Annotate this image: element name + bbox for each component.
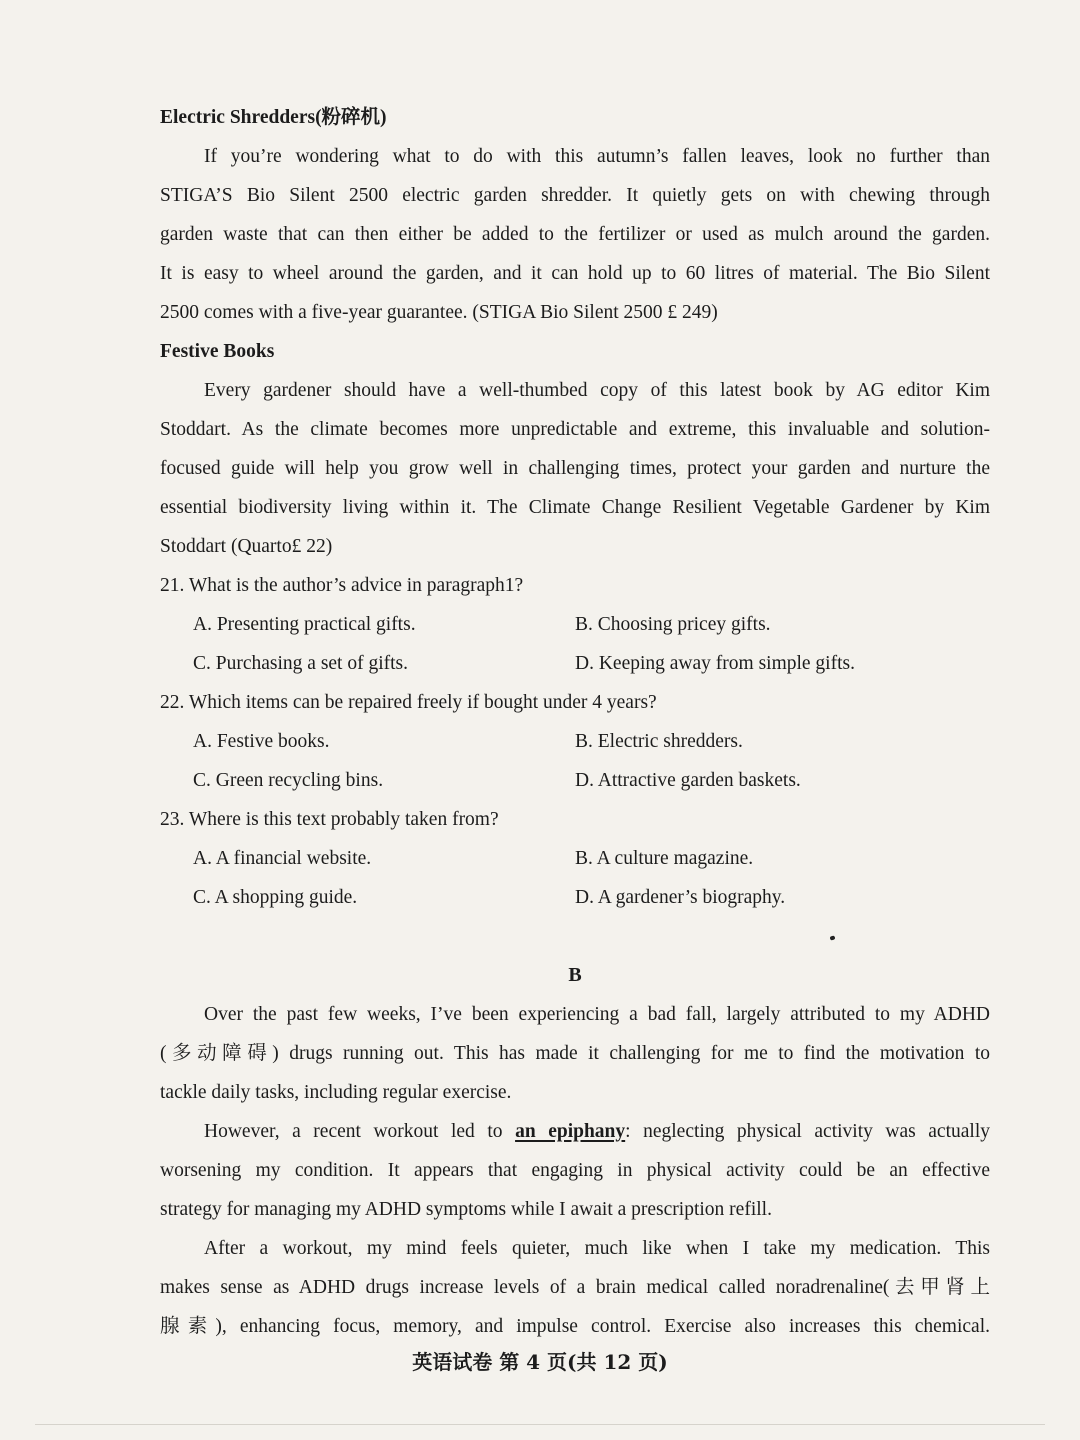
text-run: However, a recent workout led to bbox=[204, 1121, 516, 1142]
option-a: A. Presenting practical gifts. bbox=[193, 614, 416, 635]
option-row bbox=[160, 644, 990, 683]
text-line: STIGA’S Bio Silent 2500 electric garden shredder. It quietly gets on with chewing through bbox=[160, 185, 990, 206]
option-a: A. A financial website. bbox=[193, 848, 372, 869]
text-line: strategy for managing my ADHD symptoms while I await a prescription refill. bbox=[160, 1199, 772, 1220]
text-line: essential biodiversity living within it. The Climate Change Resilient Vegetable Gardener by Kim bbox=[160, 497, 990, 518]
question-stem: 23. Where is this text probably taken from? bbox=[160, 809, 499, 830]
option-c: C. Purchasing a set of gifts. bbox=[193, 653, 409, 674]
paragraph-b1 bbox=[160, 995, 990, 1112]
section-heading-books: Festive Books bbox=[160, 341, 275, 362]
text-line: It is easy to wheel around the garden, and it can hold up to 60 litres of material. The Bio Silent bbox=[160, 263, 990, 284]
text-line bbox=[160, 1112, 990, 1151]
section-heading-shredders: Electric Shredders(粉碎机) bbox=[160, 107, 387, 128]
option-row bbox=[160, 722, 990, 761]
option-b: B. Electric shredders. bbox=[575, 731, 743, 752]
question-22 bbox=[160, 683, 990, 800]
text-line: worsening my condition. It appears that engaging in physical activity could be an effective bbox=[160, 1160, 990, 1181]
question-stem: 21. What is the author’s advice in paragraph1? bbox=[160, 575, 524, 596]
text-line: Stoddart (Quarto£ 22) bbox=[160, 536, 333, 557]
page-footer: 英语试卷 第 4 页(共 12 页) bbox=[412, 1350, 668, 1374]
text-run: : neglecting physical activity was actually bbox=[625, 1121, 990, 1142]
option-c: C. Green recycling bins. bbox=[193, 770, 384, 791]
option-a: A. Festive books. bbox=[193, 731, 330, 752]
paragraph-b2 bbox=[160, 1112, 990, 1229]
option-row bbox=[160, 605, 990, 644]
option-b: B. A culture magazine. bbox=[575, 848, 754, 869]
page-edge-divider bbox=[35, 1424, 1045, 1425]
text-line: (多动障碍) drugs running out. This has made it challenging for me to find the motivation to bbox=[160, 1043, 990, 1064]
text-line: garden waste that can then either be added to the fertilizer or used as mulch around the garden. bbox=[160, 224, 990, 245]
text-line: Over the past few weeks, I’ve been experiencing a bad fall, largely attributed to my ADHD bbox=[204, 1004, 990, 1025]
question-21 bbox=[160, 566, 990, 683]
section-b-title: B bbox=[568, 964, 582, 986]
option-b: B. Choosing pricey gifts. bbox=[575, 614, 771, 635]
option-d: D. Attractive garden baskets. bbox=[575, 770, 801, 791]
underlined-phrase: an epiphany bbox=[515, 1121, 626, 1142]
question-stem: 22. Which items can be repaired freely if bought under 4 years? bbox=[160, 692, 657, 713]
option-d: D. A gardener’s biography. bbox=[575, 887, 786, 908]
text-line: Stoddart. As the climate becomes more unpredictable and extreme, this invaluable and solution- bbox=[160, 419, 990, 440]
text-line: If you’re wondering what to do with this autumn’s fallen leaves, look no further than bbox=[204, 146, 990, 167]
text-line: 2500 comes with a five-year guarantee. (STIGA Bio Silent 2500 £ 249) bbox=[160, 302, 718, 323]
paragraph-books bbox=[160, 371, 990, 566]
page-content bbox=[160, 98, 990, 1346]
option-d: D. Keeping away from simple gifts. bbox=[575, 653, 855, 674]
option-row bbox=[160, 761, 990, 800]
option-row bbox=[160, 839, 990, 878]
option-row bbox=[160, 878, 990, 917]
text-line: After a workout, my mind feels quieter, much like when I take my medication. This bbox=[204, 1238, 990, 1259]
question-23 bbox=[160, 800, 990, 917]
paragraph-b3 bbox=[160, 1229, 990, 1346]
text-line: 腺素), enhancing focus, memory, and impulse control. Exercise also increases this chemical. bbox=[160, 1316, 990, 1337]
text-line: tackle daily tasks, including regular exercise. bbox=[160, 1082, 512, 1103]
text-line: makes sense as ADHD drugs increase levels of a brain medical called noradrenaline(去甲肾上 bbox=[160, 1277, 990, 1298]
paragraph-shredders bbox=[160, 137, 990, 332]
option-c: C. A shopping guide. bbox=[193, 887, 358, 908]
text-line: focused guide will help you grow well in challenging times, protect your garden and nurture the bbox=[160, 458, 990, 479]
text-line: Every gardener should have a well-thumbed copy of this latest book by AG editor Kim bbox=[204, 380, 990, 401]
